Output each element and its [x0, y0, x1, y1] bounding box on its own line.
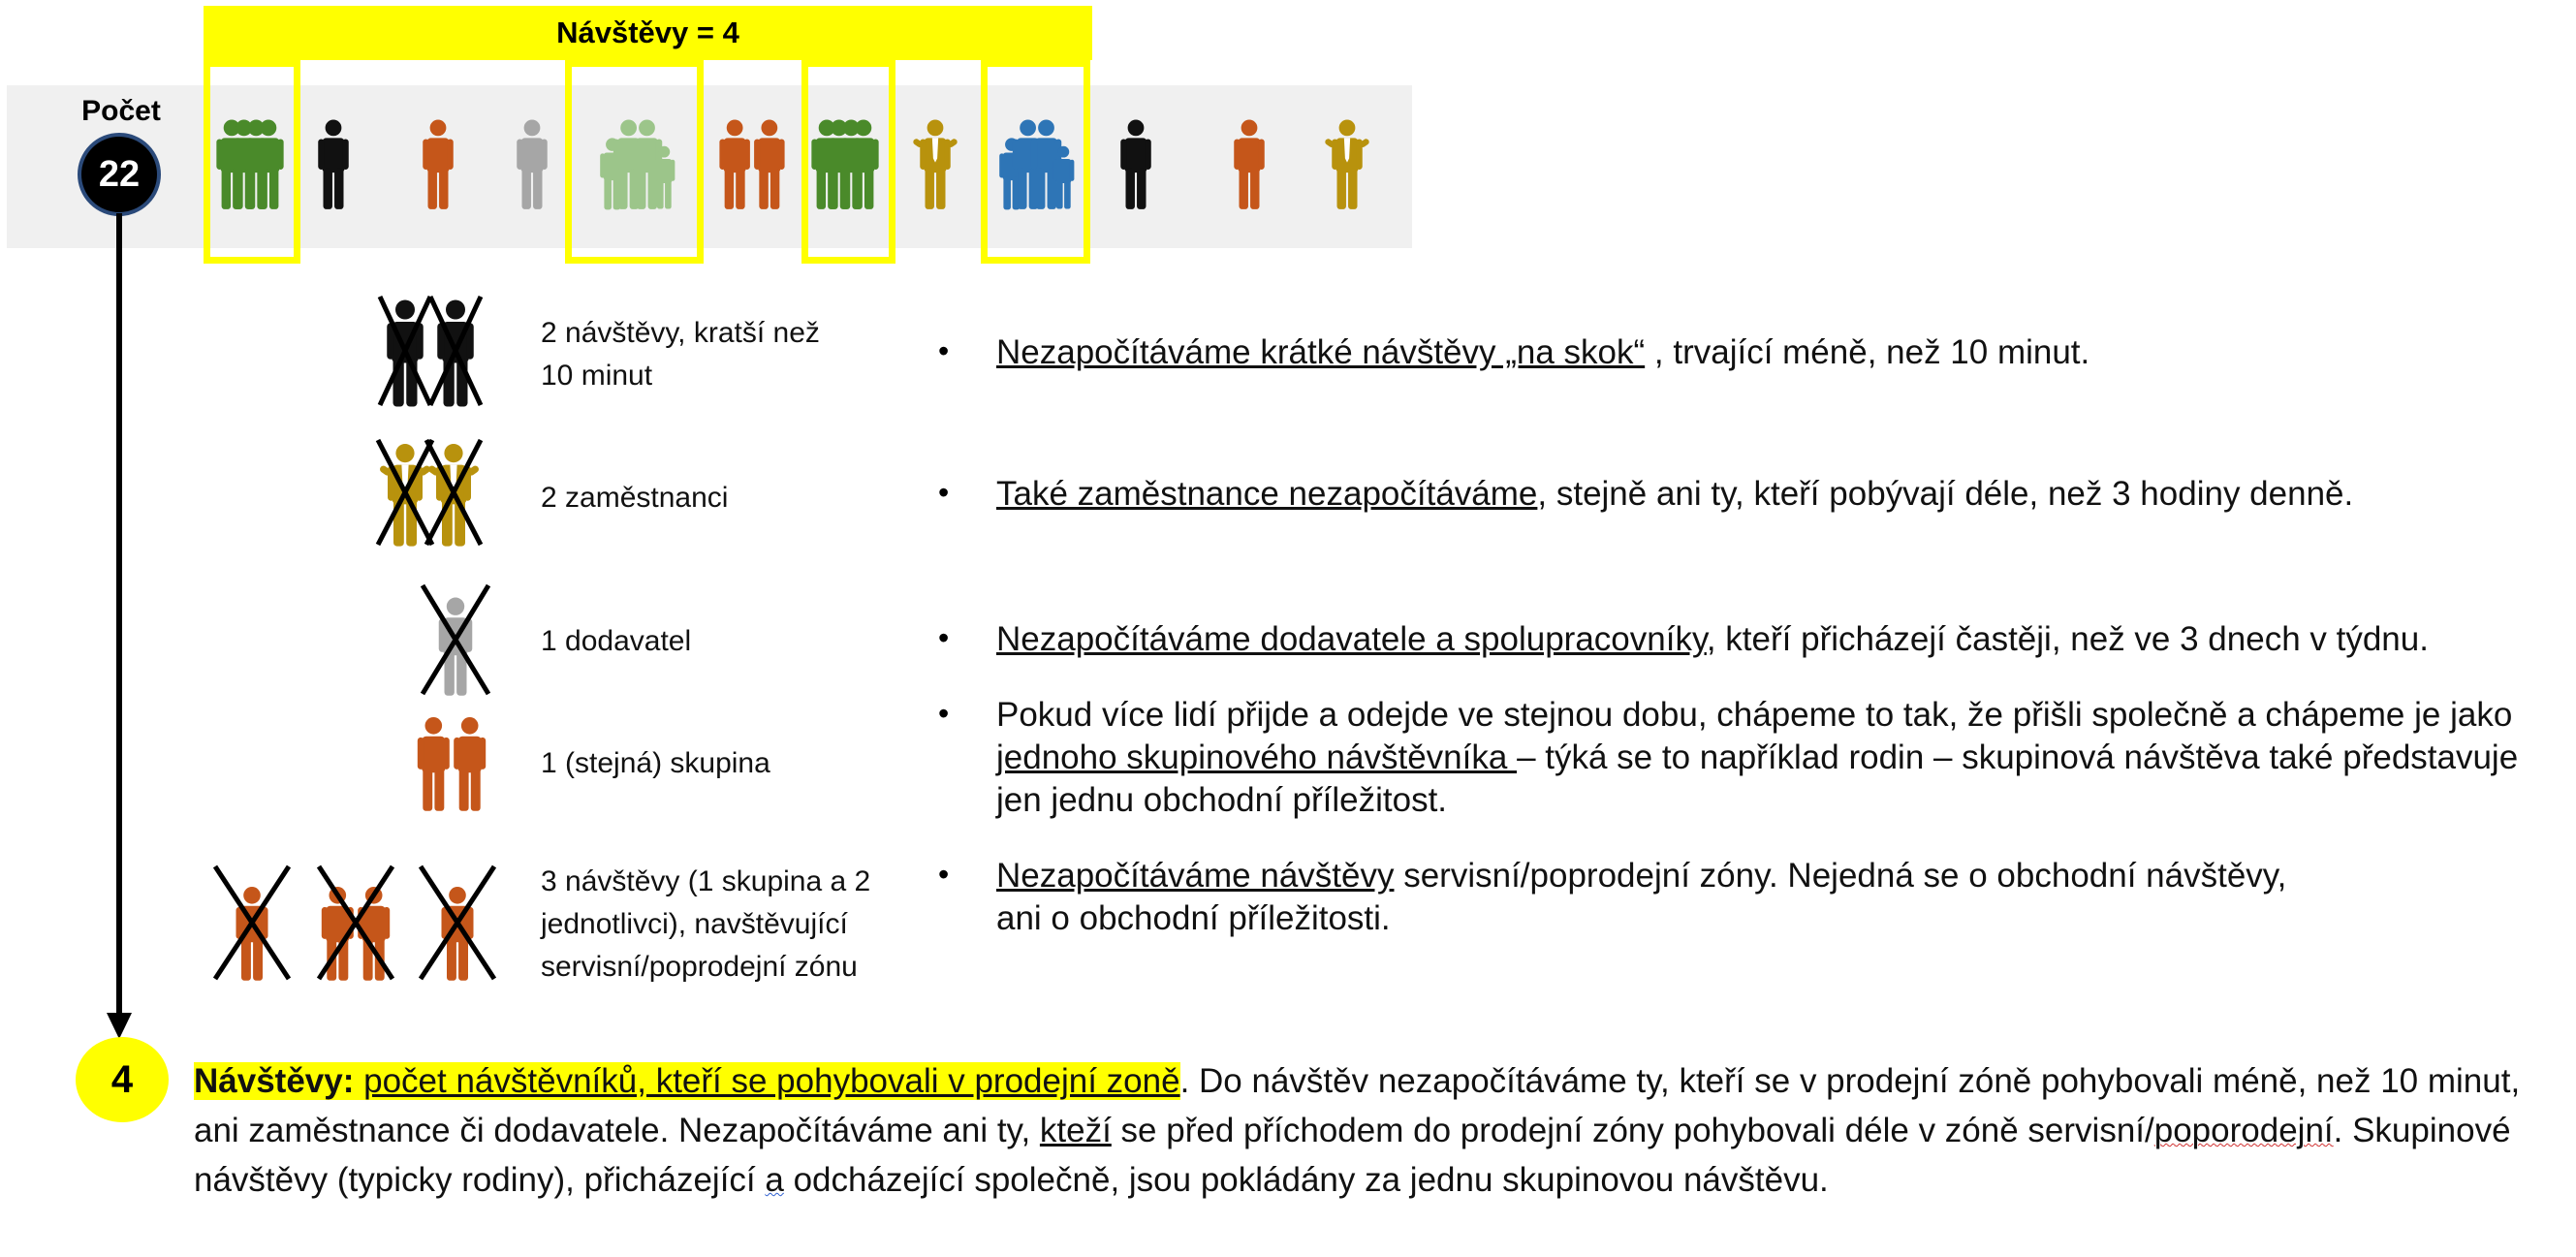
rule-underlined: Také zaměstnance nezapočítáváme	[996, 475, 1538, 513]
arrow-down-icon	[107, 213, 132, 1047]
definition-part: odcházející společně, jsou pokládány za jednu skupinovou návštěvu.	[783, 1161, 1829, 1199]
pair-icon	[707, 118, 797, 211]
rule-employees	[996, 473, 2557, 516]
definition-word: kteží	[1039, 1112, 1112, 1149]
rule-rest: , stejně ani ty, kteří pobývají déle, než 3 hodiny denně.	[1537, 475, 2354, 513]
row-label-line: jednotlivci), navštěvující	[541, 908, 848, 940]
row-label-line: 2 zaměstnanci	[541, 482, 729, 514]
row-label-short-visits	[541, 312, 820, 397]
row-label-line: servisní/poprodejní zónu	[541, 951, 858, 983]
definition-part: se před příchodem do prodejní zóny pohybovali déle v zóně servisní/	[1111, 1112, 2154, 1149]
bullet: •	[938, 475, 950, 510]
row-label-group	[541, 742, 770, 785]
person-icon	[1113, 118, 1159, 211]
definition-word: poporodejní	[2153, 1112, 2334, 1149]
definition-text	[194, 1056, 2559, 1205]
row-label-line: 2 návštěvy, kratší než	[541, 317, 820, 349]
row-label-service-zone	[541, 861, 870, 989]
result-circle	[76, 1037, 169, 1122]
visits-banner-label: Návštěvy = 4	[556, 16, 739, 49]
count-circle	[78, 133, 161, 216]
rule-supplier	[996, 618, 2557, 661]
rule-rest: , trvající méně, než 10 minut.	[1645, 333, 2090, 371]
definition-underlined: počet návštěvníků, kteří se pohybovali v prodejní zoně	[363, 1062, 1180, 1100]
bullet: •	[938, 857, 950, 892]
count-label: Počet	[81, 95, 161, 127]
employee-icon	[1318, 118, 1376, 211]
employee-icon	[906, 118, 964, 211]
rule-underlined: Nezapočítáváme návštěvy	[996, 857, 1395, 895]
rule-group	[996, 694, 2528, 822]
person-icon	[415, 118, 461, 211]
person-icon	[310, 118, 357, 211]
group-icon	[810, 118, 880, 211]
rule-underlined: Nezapočítáváme dodavatele a spolupracovníky	[996, 620, 1707, 658]
definition-part: . Skupinové návštěvy (typicky rodiny), přicházející	[194, 1112, 2511, 1199]
bullet: •	[938, 620, 950, 655]
person-icon	[417, 863, 498, 983]
person-icon	[419, 581, 492, 698]
rule-rest: servisní/poprodejní zóny. Nejedná se o obchodní návštěvy, ani o obchodní příležitosti.	[996, 857, 2287, 937]
row-label-supplier	[541, 620, 691, 663]
bullet: •	[938, 333, 950, 368]
rule-rest: , kteří přicházejí častěji, než ve 3 dnech v týdnu.	[1706, 620, 2429, 658]
person-icon	[376, 293, 434, 409]
visits-banner	[204, 6, 1092, 60]
rule-service-zone	[996, 855, 2295, 940]
person-icon	[426, 293, 485, 409]
rule-short-visits	[996, 331, 2557, 374]
rule-rest: – týká se to například rodin – skupinová návštěva také představuje jen jednu obchodní příležitost.	[996, 738, 2519, 819]
definition-word: a	[765, 1161, 784, 1199]
row-label-employees	[541, 477, 728, 519]
definition-term: Návštěvy:	[194, 1062, 355, 1100]
rule-underlined: jednoho skupinového návštěvníka	[996, 738, 1518, 776]
family-icon	[993, 118, 1079, 211]
count-value: 22	[98, 153, 141, 195]
definition-highlight	[194, 1062, 1180, 1100]
employee-icon	[423, 436, 485, 549]
row-label-line: 3 návštěvy (1 skupina a 2	[541, 865, 871, 897]
person-icon	[211, 863, 293, 983]
pair-icon	[407, 712, 496, 813]
result-value: 4	[110, 1057, 134, 1101]
row-label-line: 1 dodavatel	[541, 625, 692, 657]
definition-part: . Do návštěv nezapočítáváme ty, kteří se v prodejní zóně pohybovali méně, než 10 minut, ani zaměstnance či dodavatele. Nezapočítáváme ani ty,	[194, 1062, 2521, 1149]
family-icon	[579, 118, 695, 211]
group-icon	[215, 118, 285, 211]
person-icon	[1226, 118, 1272, 211]
person-icon	[509, 118, 555, 211]
row-label-line: 1 (stejná) skupina	[541, 747, 770, 779]
pair-icon	[315, 863, 396, 983]
rule-pre: Pokud více lidí přijde a odejde ve stejnou dobu, chápeme to tak, že přišli společně a chápeme je jako	[996, 696, 2513, 734]
row-label-line: 10 minut	[541, 360, 653, 392]
rule-underlined: Nezapočítáváme krátké návštěvy „na skok“	[996, 333, 1646, 371]
bullet: •	[938, 696, 950, 731]
